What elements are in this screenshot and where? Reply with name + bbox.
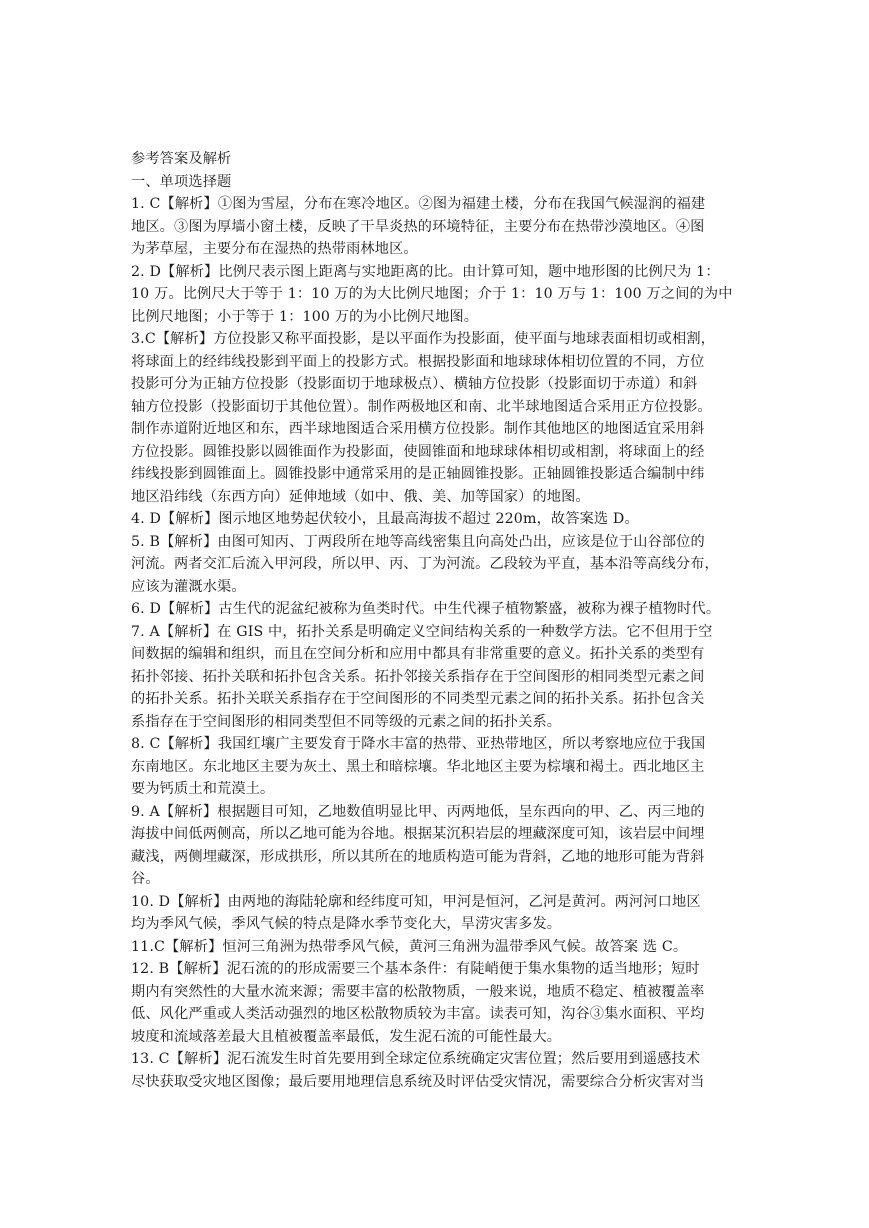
text-line: 10 万。比例尺大于等于 1：10 万的为大比例尺地图；介于 1：10 万与 1：100 万之间的为中 (131, 286, 733, 302)
text-line: 6. D【解析】古生代的泥盆纪被称为鱼类时代。中生代裸子植物繁盛，被称为裸子植物时代。 (131, 601, 721, 617)
text-line: 谷。 (131, 871, 160, 887)
text-line: 3.C【解析】方位投影又称平面投影，是以平面作为投影面，使平面与地球表面相切或相割， (131, 331, 716, 347)
section-heading: 一、单项选择题 (131, 173, 232, 190)
text-line: 低、风化严重或人类活动强烈的地区松散物质较为丰富。读表可知，沟谷③集水面积、平均 (131, 1006, 705, 1022)
text-line: 间数据的编辑和组织，而且在空间分析和应用中都具有非常重要的意义。拓扑关系的类型有 (131, 646, 705, 662)
text-line: 河流。两者交汇后流入甲河段，所以甲、丙、丁为河流。乙段较为平直，基本沿等高线分布， (131, 556, 719, 572)
text-line: 将球面上的经纬线投影到平面上的投影方式。根据投影面和地球球体相切位置的不同，方位 (131, 353, 705, 370)
text-line: 尽快获取受灾地区图像；最后要用地理信息系统及时评估受灾情况，需要综合分析灾害对当 (131, 1073, 705, 1090)
text-line: 11.C【解析】恒河三角洲为热带季风气候，黄河三角洲为温带季风气候。故答案 选 C。 (131, 938, 688, 955)
text-line: 要为钙质土和荒漠土。 (131, 781, 275, 797)
document-title: 参考答案及解析 (131, 151, 232, 167)
text-line: 纬线投影到圆锥面上。圆锥投影中通常采用的是正轴圆锥投影。正轴圆锥投影适合编制中纬 (131, 466, 705, 482)
answer-sheet (131, 148, 741, 1093)
text-line: 投影可分为正轴方位投影（投影面切于地球极点）、横轴方位投影（投影面切于赤道）和斜 (131, 376, 698, 392)
text-line: 1. C【解析】①图为雪屋，分布在寒冷地区。②图为福建土楼，分布在我国气候湿润的福建 (131, 196, 706, 212)
text-line: 应该为灌溉水渠。 (131, 578, 246, 595)
text-line: 坡度和流域落差最大且植被覆盖率最低，发生泥石流的可能性最大。 (131, 1028, 562, 1045)
text-line: 4. D【解析】图示地区地势起伏较小，且最高海拔不超过 220m，故答案选 D。 (131, 511, 639, 527)
text-line: 藏浅，两侧埋藏深，形成拱形，所以其所在的地质构造可能为背斜，乙地的地形可能为背斜 (131, 848, 705, 865)
text-line: 轴方位投影（投影面切于其他位置）。制作两极地区和南、北半球地图适合采用正方位投影。 (131, 398, 712, 415)
text-line: 2. D【解析】比例尺表示图上距离与实地距离的比。由计算可知，题中地形图的比例尺为 1： (131, 263, 720, 280)
text-line: 为茅草屋，主要分布在湿热的热带雨林地区。 (131, 241, 418, 257)
text-line: 7. A【解析】在 GIS 中，拓扑关系是明确定义空间结构关系的一种数学方法。它不但用于空 (131, 623, 713, 640)
text-line: 方位投影。圆锥投影以圆锥面作为投影面，使圆锥面和地球球体相切或相割，将球面上的经 (131, 443, 705, 460)
text-line: 10. D【解析】由两地的海陆轮廓和经纬度可知，甲河是恒河，乙河是黄河。两河河口地区 (131, 893, 701, 910)
text-line: 9. A【解析】根据题目可知，乙地数值明显比甲、丙两地低，呈东西向的甲、乙、丙三地的 (131, 803, 705, 820)
text-line: 期内有突然性的大量水流来源；需要丰富的松散物质，一般来说，地质不稳定、植被覆盖率 (131, 983, 705, 1000)
text-line: 13. C【解析】泥石流发生时首先要用到全球定位系统确定灾害位置；然后要用到遥感技术 (131, 1051, 701, 1067)
text-line: 拓扑邻接、拓扑关联和拓扑包含关系。拓扑邻接关系指存在于空间图形的相同类型元素之间 (131, 668, 705, 685)
text-line: 的拓扑关系。拓扑关联关系指存在于空间图形的不同类型元素之间的拓扑关系。拓扑包含关 (131, 691, 705, 707)
text-line: 均为季风气候，季风气候的特点是降水季节变化大，旱涝灾害多发。 (131, 916, 562, 932)
text-line: 8. C【解析】我国红壤广主要发育于降水丰富的热带、亚热带地区，所以考察地应位于我国 (131, 736, 706, 752)
text-line: 海拔中间低两侧高，所以乙地可能为谷地。根据某沉积岩层的埋藏深度可知，该岩层中间埋 (131, 826, 705, 842)
text-line: 系指存在于空间图形的相同类型但不同等级的元素之间的拓扑关系。 (131, 713, 562, 730)
text-line: 制作赤道附近地区和东，西半球地图适合采用横方位投影。制作其他地区的地图适宜采用斜 (131, 421, 705, 437)
text-line: 12. B【解析】泥石流的的形成需要三个基本条件：有陡峭便于集水集物的适当地形；短时 (131, 961, 700, 977)
text-line: 5. B【解析】由图可知丙、丁两段所在地等高线密集且向高处凸出，应该是位于山谷部位的 (131, 533, 705, 550)
text-line: 地区。③图为厚墙小窗土楼，反映了干旱炎热的环境特征，主要分布在热带沙漠地区。④图 (131, 218, 705, 235)
text-line: 东南地区。东北地区主要为灰土、黑土和暗棕壤。华北地区主要为棕壤和褐土。西北地区主 (131, 758, 705, 775)
text-line: 地区沿纬线（东西方向）延伸地域（如中、俄、美、加等国家）的地图。 (131, 488, 590, 505)
text-line: 比例尺地图；小于等于 1：100 万的为小比例尺地图。 (131, 308, 479, 325)
